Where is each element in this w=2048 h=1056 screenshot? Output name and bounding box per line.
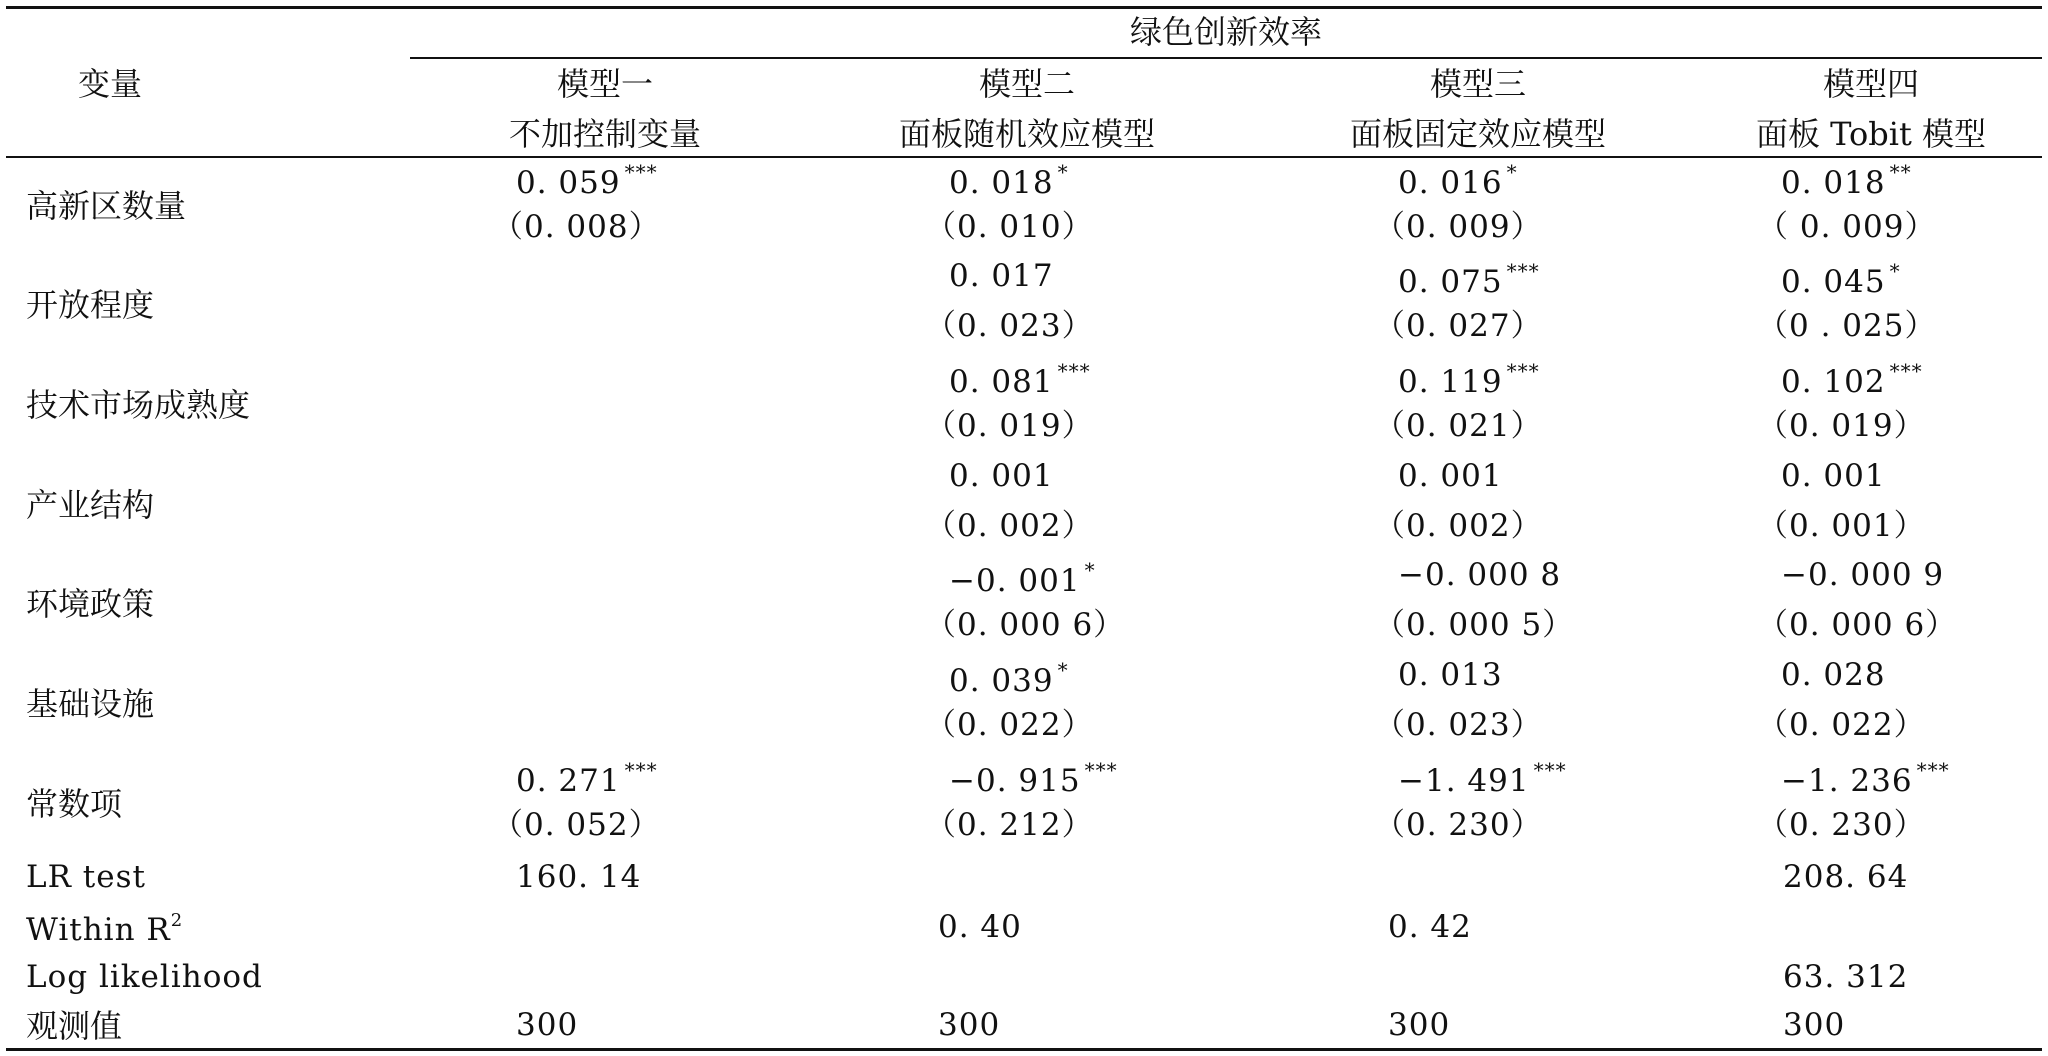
significance-stars: * xyxy=(1057,160,1069,184)
significance-stars: *** xyxy=(624,758,658,782)
coef-value: 0. 075 xyxy=(1398,264,1503,300)
coef-value: 0. 081 xyxy=(949,364,1054,400)
coef-value: 0. 001 xyxy=(1398,458,1503,494)
coef-value: 0. 018 xyxy=(949,165,1054,201)
coef-value: −1. 236 xyxy=(1781,763,1913,799)
stat-value: 0. 40 xyxy=(938,909,1022,945)
coef-value: 0. 018 xyxy=(1781,165,1886,201)
significance-stars: *** xyxy=(624,160,658,184)
stat-value: 208. 64 xyxy=(1783,859,1909,895)
standard-error: （0. 009） xyxy=(1374,209,1543,245)
row-label: 常数项 xyxy=(26,785,123,823)
group-header: 绿色创新效率 xyxy=(1130,13,1323,51)
coefficient xyxy=(1781,162,1912,199)
coefficient xyxy=(1398,162,1518,199)
standard-error: （0. 230） xyxy=(1757,807,1926,843)
standard-error: （0. 022） xyxy=(1757,707,1926,743)
coefficient xyxy=(1781,557,1945,593)
coef-value: 0. 001 xyxy=(949,458,1054,494)
row-label: 环境政策 xyxy=(26,585,155,623)
row-label: 技术市场成熟度 xyxy=(26,386,251,424)
standard-error: （0. 019） xyxy=(925,408,1094,444)
row-label: 产业结构 xyxy=(26,486,155,524)
stat-label xyxy=(26,859,146,895)
coef-value: 0. 017 xyxy=(949,258,1054,294)
stat-label xyxy=(26,912,183,946)
standard-error: （0 . 025） xyxy=(1757,308,1937,344)
coef-value: 0. 119 xyxy=(1398,364,1503,400)
model-name: 模型四 xyxy=(1823,65,1920,103)
model-name: 模型三 xyxy=(1430,65,1527,103)
stat-value: 300 xyxy=(1783,1007,1846,1043)
model-name: 模型一 xyxy=(557,65,654,103)
stat-label xyxy=(26,959,263,995)
stat-label xyxy=(26,1007,123,1045)
coefficient xyxy=(1398,458,1503,494)
significance-stars: *** xyxy=(1506,359,1540,383)
standard-error: （0. 000 6） xyxy=(1757,607,1958,643)
significance-stars: *** xyxy=(1057,359,1091,383)
coef-value: −0. 000 8 xyxy=(1398,557,1562,593)
coef-value: 0. 016 xyxy=(1398,165,1503,201)
significance-stars: *** xyxy=(1084,758,1118,782)
standard-error: （0. 027） xyxy=(1374,308,1543,344)
row-label: 高新区数量 xyxy=(26,187,187,225)
standard-error: （ 0. 009） xyxy=(1757,209,1937,245)
coef-value: 0. 059 xyxy=(516,165,621,201)
standard-error: （0. 002） xyxy=(925,508,1094,544)
stat-label-text: 观测值 xyxy=(26,1007,123,1045)
stat-label-text: LR test xyxy=(26,859,146,895)
coefficient xyxy=(1781,760,1950,797)
coefficient xyxy=(1398,557,1562,593)
stat-label-text: Log likelihood xyxy=(26,959,263,995)
stat-value: 160. 14 xyxy=(516,859,642,895)
coefficient xyxy=(1398,657,1503,693)
model-name: 模型二 xyxy=(979,65,1076,103)
significance-stars: *** xyxy=(1533,758,1567,782)
standard-error: （0. 021） xyxy=(1374,408,1543,444)
stat-value: 300 xyxy=(1388,1007,1451,1043)
significance-stars: * xyxy=(1057,658,1069,682)
coefficient xyxy=(1398,261,1540,298)
coefficient xyxy=(516,162,658,199)
standard-error: （0. 023） xyxy=(925,308,1094,344)
stat-label-text: Within R xyxy=(26,912,171,948)
coef-value: −0. 000 9 xyxy=(1781,557,1945,593)
standard-error: （0. 002） xyxy=(1374,508,1543,544)
row-label: 开放程度 xyxy=(26,286,155,324)
coef-value: −0. 915 xyxy=(949,763,1081,799)
coef-value: −0. 001 xyxy=(949,563,1081,599)
coefficient xyxy=(949,760,1118,797)
standard-error: （0. 010） xyxy=(925,209,1094,245)
significance-stars: * xyxy=(1889,259,1901,283)
coefficient xyxy=(1781,657,1886,693)
coefficient xyxy=(949,458,1054,494)
coef-value: 0. 271 xyxy=(516,763,621,799)
coef-value: 0. 028 xyxy=(1781,657,1886,693)
coefficient xyxy=(949,162,1069,199)
bottom-rule xyxy=(6,1048,2042,1051)
significance-stars: ** xyxy=(1889,160,1912,184)
stat-value: 300 xyxy=(516,1007,579,1043)
coefficient xyxy=(1398,760,1567,797)
significance-stars: * xyxy=(1506,160,1518,184)
stat-value: 0. 42 xyxy=(1388,909,1472,945)
coefficient xyxy=(949,660,1069,697)
coefficient xyxy=(1781,361,1923,398)
coefficient xyxy=(949,258,1054,294)
standard-error: （0. 023） xyxy=(1374,707,1543,743)
significance-stars: * xyxy=(1084,558,1096,582)
model-desc: 面板 Tobit 模型 xyxy=(1756,115,1987,153)
standard-error: （0. 052） xyxy=(492,807,661,843)
group-rule xyxy=(410,57,2042,59)
variable-header: 变量 xyxy=(78,65,143,103)
coefficient xyxy=(1781,261,1901,298)
coefficient xyxy=(516,760,658,797)
significance-stars: *** xyxy=(1506,259,1540,283)
coef-value: 0. 001 xyxy=(1781,458,1886,494)
significance-stars: *** xyxy=(1889,359,1923,383)
superscript: 2 xyxy=(170,910,184,931)
coefficient xyxy=(1781,458,1886,494)
standard-error: （0. 008） xyxy=(492,209,661,245)
standard-error: （0. 212） xyxy=(925,807,1094,843)
standard-error: （0. 001） xyxy=(1757,508,1926,544)
header-rule xyxy=(6,156,2042,158)
coef-value: 0. 013 xyxy=(1398,657,1503,693)
standard-error: （0. 019） xyxy=(1757,408,1926,444)
coef-value: −1. 491 xyxy=(1398,763,1530,799)
model-desc: 面板固定效应模型 xyxy=(1350,115,1607,153)
significance-stars: *** xyxy=(1916,758,1950,782)
coef-value: 0. 045 xyxy=(1781,264,1886,300)
standard-error: （0. 000 6） xyxy=(925,607,1126,643)
coefficient xyxy=(1398,361,1540,398)
model-desc: 不加控制变量 xyxy=(509,115,702,153)
coef-value: 0. 039 xyxy=(949,663,1054,699)
model-desc: 面板随机效应模型 xyxy=(899,115,1156,153)
row-label: 基础设施 xyxy=(26,685,155,723)
stat-value: 300 xyxy=(938,1007,1001,1043)
standard-error: （0. 000 5） xyxy=(1374,607,1575,643)
stat-value: 63. 312 xyxy=(1783,959,1909,995)
standard-error: （0. 230） xyxy=(1374,807,1543,843)
coefficient xyxy=(949,361,1091,398)
coefficient xyxy=(949,560,1096,597)
standard-error: （0. 022） xyxy=(925,707,1094,743)
top-rule xyxy=(6,6,2042,9)
coef-value: 0. 102 xyxy=(1781,364,1886,400)
